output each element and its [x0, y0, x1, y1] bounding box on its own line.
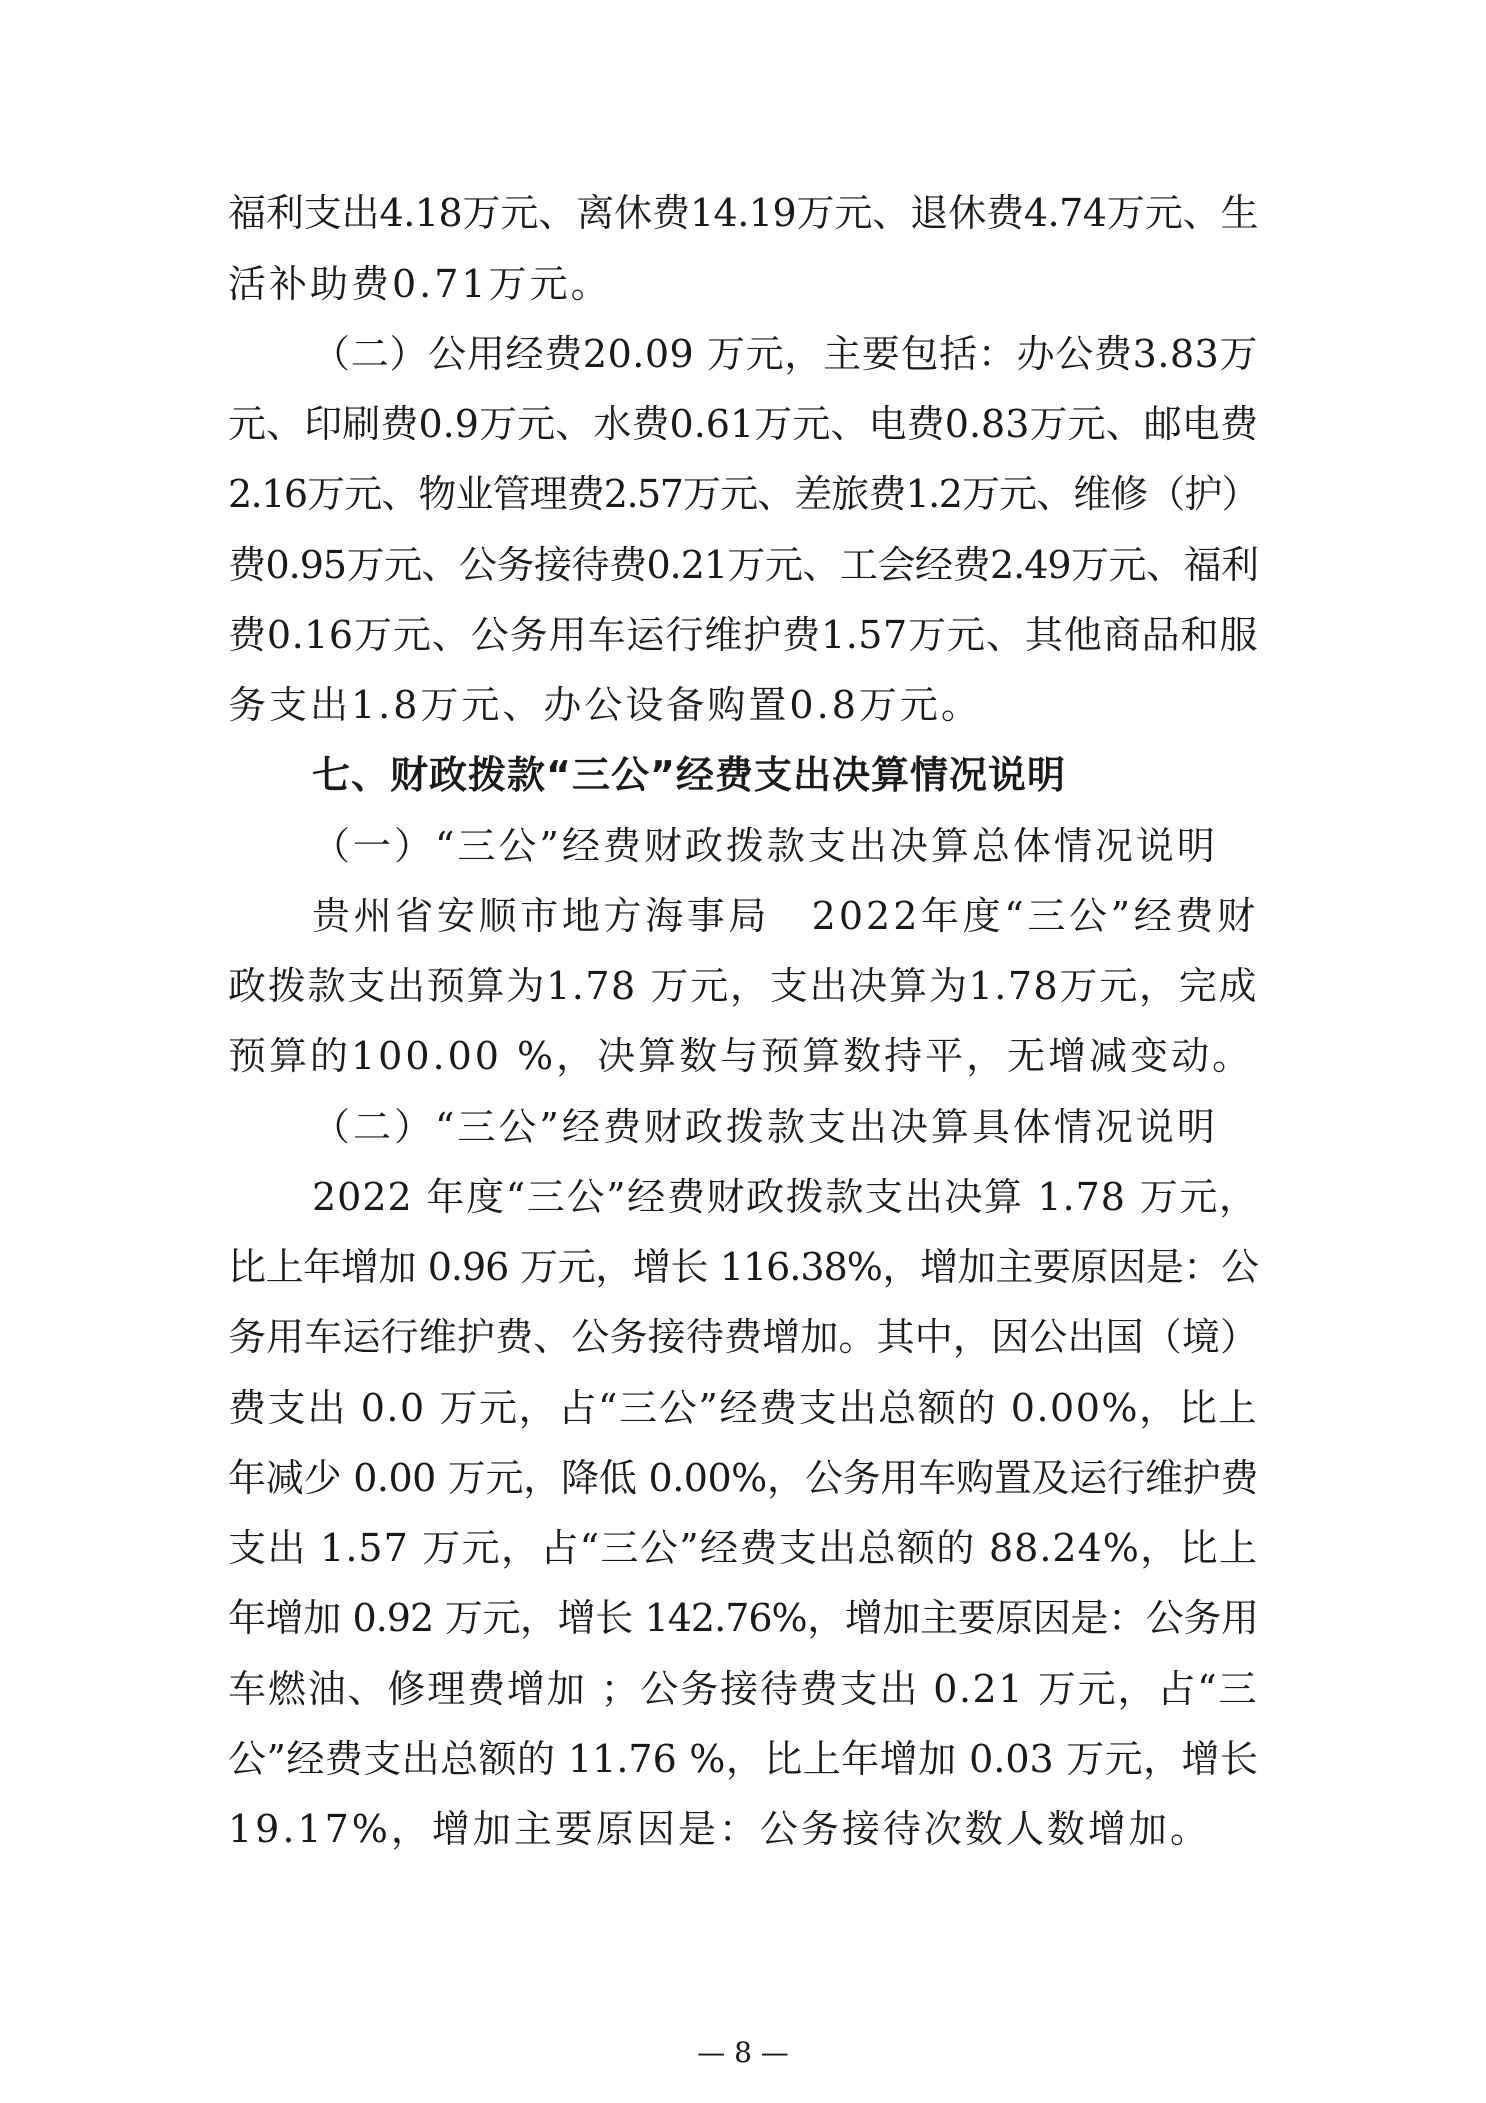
text-line: 务用车运行维护费、公务接待费增加。其中，因公出国（境）	[228, 1315, 1258, 1360]
text-line: 支出 1.57 万元，占“三公”经费支出总额的 88.24%，比上	[228, 1526, 1258, 1570]
subsection-heading: （一）“三公”经费财政拨款支出决算总体情况说明	[312, 823, 1218, 868]
text-line: 费0.16万元、公务用车运行维护费1.57万元、其他商品和服	[228, 612, 1258, 657]
section-heading: 七、财政拨款“三公”经费支出决算情况说明	[312, 753, 1066, 798]
text-line: 政拨款支出预算为1.78 万元，支出决算为1.78万元，完成	[228, 964, 1258, 1008]
text-line: 元、印刷费0.9万元、水费0.61万元、电费0.83万元、邮电费	[228, 402, 1258, 447]
text-line: 车燃油、修理费增加 ；公务接待费支出 0.21 万元，占“三	[228, 1666, 1258, 1711]
text-line: 2022 年度“三公”经费财政拨款支出决算 1.78 万元，	[312, 1174, 1258, 1219]
text-line: 福利支出4.18万元、离休费14.19万元、退休费4.74万元、生	[228, 191, 1258, 236]
text-line: 务支出1.8万元、办公设备购置0.8万元。	[228, 683, 982, 728]
text-line: 2.16万元、物业管理费2.57万元、差旅费1.2万元、维修（护）	[228, 472, 1258, 517]
text-line: 费支出 0.0 万元，占“三公”经费支出总额的 0.00%，比上	[228, 1385, 1258, 1430]
text-line: 年增加 0.92 万元，增长 142.76%，增加主要原因是：公务用	[228, 1596, 1258, 1641]
page-number: — 8 —	[697, 2036, 789, 2069]
text-line: （二）公用经费20.09 万元，主要包括：办公费3.83万	[312, 331, 1258, 376]
text-line: 贵州省安顺市地方海事局 2022年度“三公”经费财	[312, 893, 1258, 938]
text-line: 年减少 0.00 万元，降低 0.00%，公务用车购置及运行维护费	[228, 1455, 1258, 1500]
text-line: 活补助费0.71万元。	[228, 261, 612, 306]
subsection-heading: （二）“三公”经费财政拨款支出决算具体情况说明	[312, 1104, 1218, 1149]
text-line: 预算的100.00 %，决算数与预算数持平，无增减变动。	[228, 1034, 1254, 1079]
text-line: 公”经费支出总额的 11.76 %，比上年增加 0.03 万元，增长	[228, 1736, 1258, 1781]
text-line: 费0.95万元、公务接待费0.21万元、工会经费2.49万元、福利	[228, 542, 1258, 587]
text-line: 比上年增加 0.96 万元，增长 116.38%，增加主要原因是：公	[228, 1245, 1258, 1289]
text-line: 19.17%，增加主要原因是：公务接待次数人数增加。	[228, 1807, 1211, 1851]
